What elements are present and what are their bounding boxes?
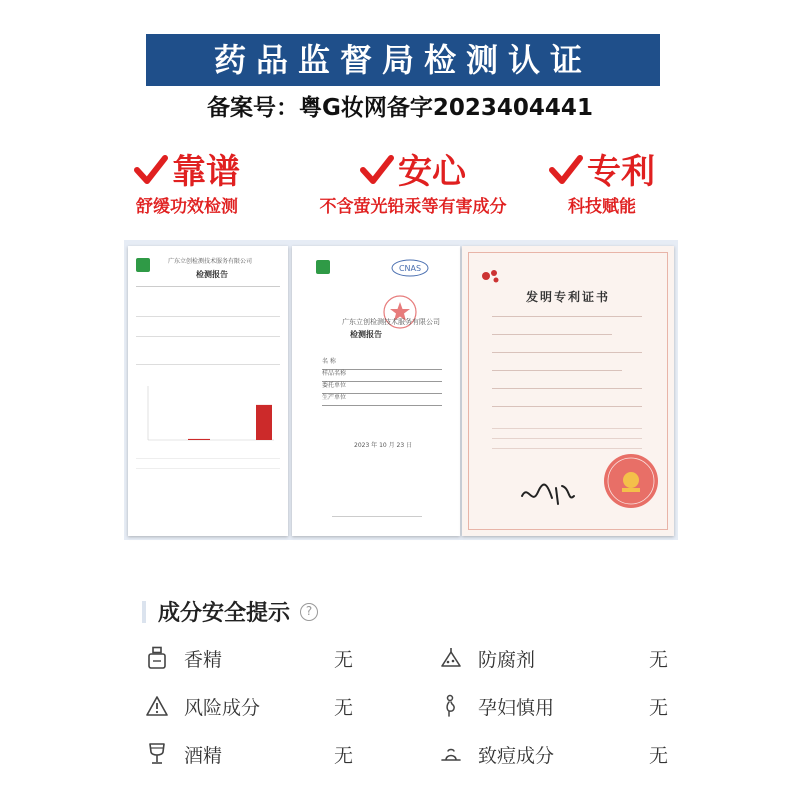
check-icon	[360, 155, 394, 185]
feature-safe	[300, 150, 526, 220]
ingredient-safety-title	[142, 596, 318, 627]
table-line	[136, 316, 280, 317]
cover-company: 广东立创检测技术服务有限公司	[342, 318, 440, 326]
test-report-certificate	[128, 246, 288, 536]
safety-value: 无	[334, 648, 354, 671]
divider	[136, 286, 280, 287]
safety-item-fragrance	[146, 642, 353, 674]
safety-item-pregnancy	[440, 690, 668, 722]
chart-bar	[256, 405, 272, 440]
chart-bar	[188, 439, 210, 440]
safety-label: 酒精	[184, 744, 223, 767]
safety-item-alcohol	[146, 738, 353, 770]
safety-item-risk	[146, 690, 353, 722]
section-title-text: 成分安全提示	[158, 601, 291, 626]
check-icon	[549, 155, 583, 185]
pregnant-icon	[440, 694, 462, 718]
safety-value: 无	[649, 696, 669, 719]
safety-value: 无	[334, 744, 354, 767]
cover-info-table: 名 称 样品名称 委托单位 生产单位	[322, 358, 442, 406]
warning-triangle-icon	[146, 694, 168, 718]
safety-label: 风险成分	[184, 696, 261, 719]
safety-label: 孕妇慎用	[478, 696, 555, 719]
safety-item-preservative	[440, 642, 668, 674]
lab-logo-icon	[316, 260, 330, 274]
safety-label: 防腐剂	[478, 648, 536, 671]
safety-item-acne	[440, 738, 668, 770]
check-icon	[134, 155, 168, 185]
cover-title: 检测报告	[350, 330, 382, 339]
feature-title: 靠谱	[172, 152, 240, 192]
lab-logo-icon	[136, 258, 150, 272]
feature-reliable	[118, 150, 256, 220]
official-seal-icon	[602, 452, 660, 510]
svg-text:CNAS: CNAS	[398, 264, 422, 273]
feature-title: 专利	[587, 152, 655, 192]
page-banner: 药品监督局检测认证	[146, 34, 660, 86]
safety-value: 无	[649, 744, 669, 767]
preservative-icon	[440, 646, 462, 670]
table-line	[136, 336, 280, 337]
safety-label: 致痘成分	[478, 744, 555, 767]
record-number: 备案号：粤G妆网备字2023404441	[207, 95, 593, 121]
feature-subtitle: 舒缓功效检测	[136, 197, 238, 217]
safety-value: 无	[649, 648, 669, 671]
report-company: 广东立创检测技术服务有限公司	[168, 258, 253, 265]
feature-title: 安心	[398, 152, 466, 192]
report-title: 检测报告	[196, 270, 228, 279]
feature-subtitle: 不含萤光铅汞等有害成分	[319, 197, 507, 217]
certificate-gallery	[124, 240, 678, 540]
acne-icon	[440, 742, 462, 766]
patent-certificate	[462, 246, 674, 536]
help-icon[interactable]: ?	[300, 603, 318, 621]
feature-subtitle: 科技赋能	[568, 197, 636, 217]
cover-date: 2023 年 10 月 23 日	[354, 442, 413, 449]
signature-image	[518, 478, 578, 508]
wine-glass-icon	[146, 742, 168, 766]
feature-patent	[540, 150, 664, 220]
cnas-logo-icon	[390, 256, 430, 280]
patent-title: 发明专利证书	[525, 290, 610, 304]
report-bar-chart	[138, 376, 278, 446]
perfume-bottle-icon	[146, 646, 168, 670]
table-line	[136, 364, 280, 365]
title-accent-bar	[142, 601, 146, 623]
report-cover-certificate	[292, 246, 460, 536]
safety-label: 香精	[184, 648, 223, 671]
safety-value: 无	[334, 696, 354, 719]
patent-office-logo-icon	[476, 266, 506, 286]
